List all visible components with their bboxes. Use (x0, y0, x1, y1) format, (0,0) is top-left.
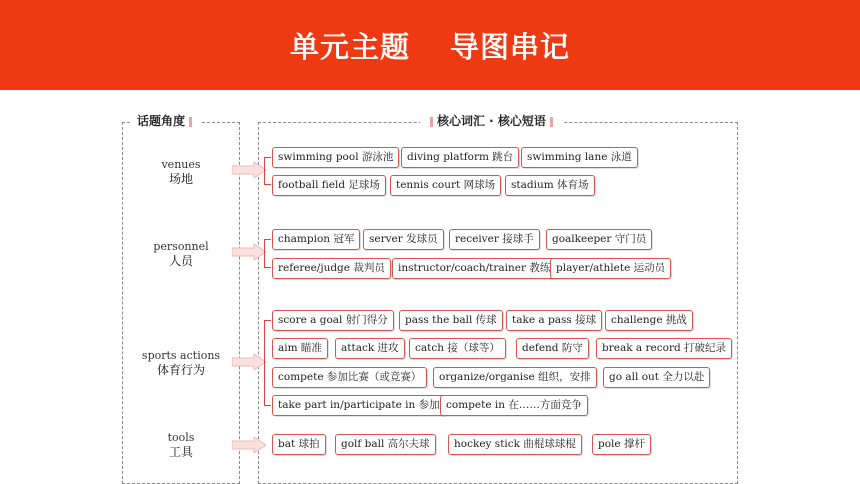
arrow-icon (232, 244, 266, 260)
header-label: 话题角度 (137, 114, 186, 128)
topic-english: venues (161, 158, 201, 171)
page-title (290, 25, 570, 66)
term-tag: tennis court 网球场 (390, 175, 501, 196)
term-tag: aim 瞄准 (272, 338, 328, 359)
header-tick-icon (550, 117, 553, 127)
arrow-icon (232, 162, 266, 178)
topic-chinese: 人员 (168, 254, 193, 268)
title-banner (0, 0, 860, 90)
topic-column-header (131, 114, 202, 128)
topic-venues (126, 158, 236, 187)
term-tag: diving platform 跳台 (401, 147, 519, 168)
group-bracket (264, 239, 271, 268)
topic-english: personnel (153, 240, 209, 253)
term-tag: pass the ball 传球 (399, 310, 503, 331)
term-tag: defend 防守 (516, 338, 589, 359)
term-tag: challenge 挑战 (605, 310, 693, 331)
term-tag: attack 进攻 (335, 338, 405, 359)
topic-chinese: 场地 (168, 172, 193, 186)
term-tag: player/athlete 运动员 (550, 258, 671, 279)
term-tag: organize/organise 组织，安排 (433, 367, 597, 388)
term-tag: bat 球拍 (272, 434, 326, 455)
term-tag: take a pass 接球 (506, 310, 602, 331)
term-tag: stadium 体育场 (505, 175, 595, 196)
header-label: 核心词汇 · 核心短语 (437, 114, 546, 128)
term-tag: swimming lane 泳道 (521, 147, 638, 168)
term-tag: take part in/participate in 参加 (272, 395, 446, 416)
term-tag: hockey stick 曲棍球球棍 (448, 434, 582, 455)
title-part-2: 导图串记 (450, 29, 571, 64)
term-tag: champion 冠军 (272, 229, 360, 250)
group-bracket (264, 157, 271, 185)
term-tag: catch 接（球等） (409, 338, 506, 359)
topic-english: sports actions (141, 349, 221, 362)
header-tick-icon (189, 117, 192, 127)
term-tag: server 发球员 (363, 229, 444, 250)
term-tag: receiver 接球手 (449, 229, 540, 250)
term-tag: referee/judge 裁判员 (272, 258, 391, 279)
term-tag: score a goal 射门得分 (272, 310, 394, 331)
term-tag: goalkeeper 守门员 (546, 229, 652, 250)
topic-personnel (126, 240, 236, 269)
arrow-icon (232, 354, 266, 370)
title-part-1: 单元主题 (289, 29, 410, 64)
topic-chinese: 体育行为 (156, 363, 205, 377)
term-tag: pole 撑杆 (592, 434, 651, 455)
topic-english: tools (167, 431, 195, 444)
topic-sports-actions (126, 349, 236, 378)
term-tag: compete 参加比赛（或竞赛） (272, 367, 427, 388)
group-bracket (264, 320, 271, 406)
term-tag: go all out 全力以赴 (603, 367, 710, 388)
term-tag: break a record 打破纪录 (596, 338, 732, 359)
term-tag: instructor/coach/trainer 教练 (392, 258, 556, 279)
topic-chinese: 工具 (168, 445, 193, 459)
term-tag: compete in 在……方面竞争 (440, 395, 588, 416)
term-tag: golf ball 高尔夫球 (335, 434, 436, 455)
term-tag: football field 足球场 (272, 175, 386, 196)
arrow-icon (232, 437, 266, 453)
vocabulary-column-header (420, 114, 563, 128)
header-tick-icon (430, 117, 433, 127)
topic-tools (126, 431, 236, 460)
term-tag: swimming pool 游泳池 (272, 147, 399, 168)
